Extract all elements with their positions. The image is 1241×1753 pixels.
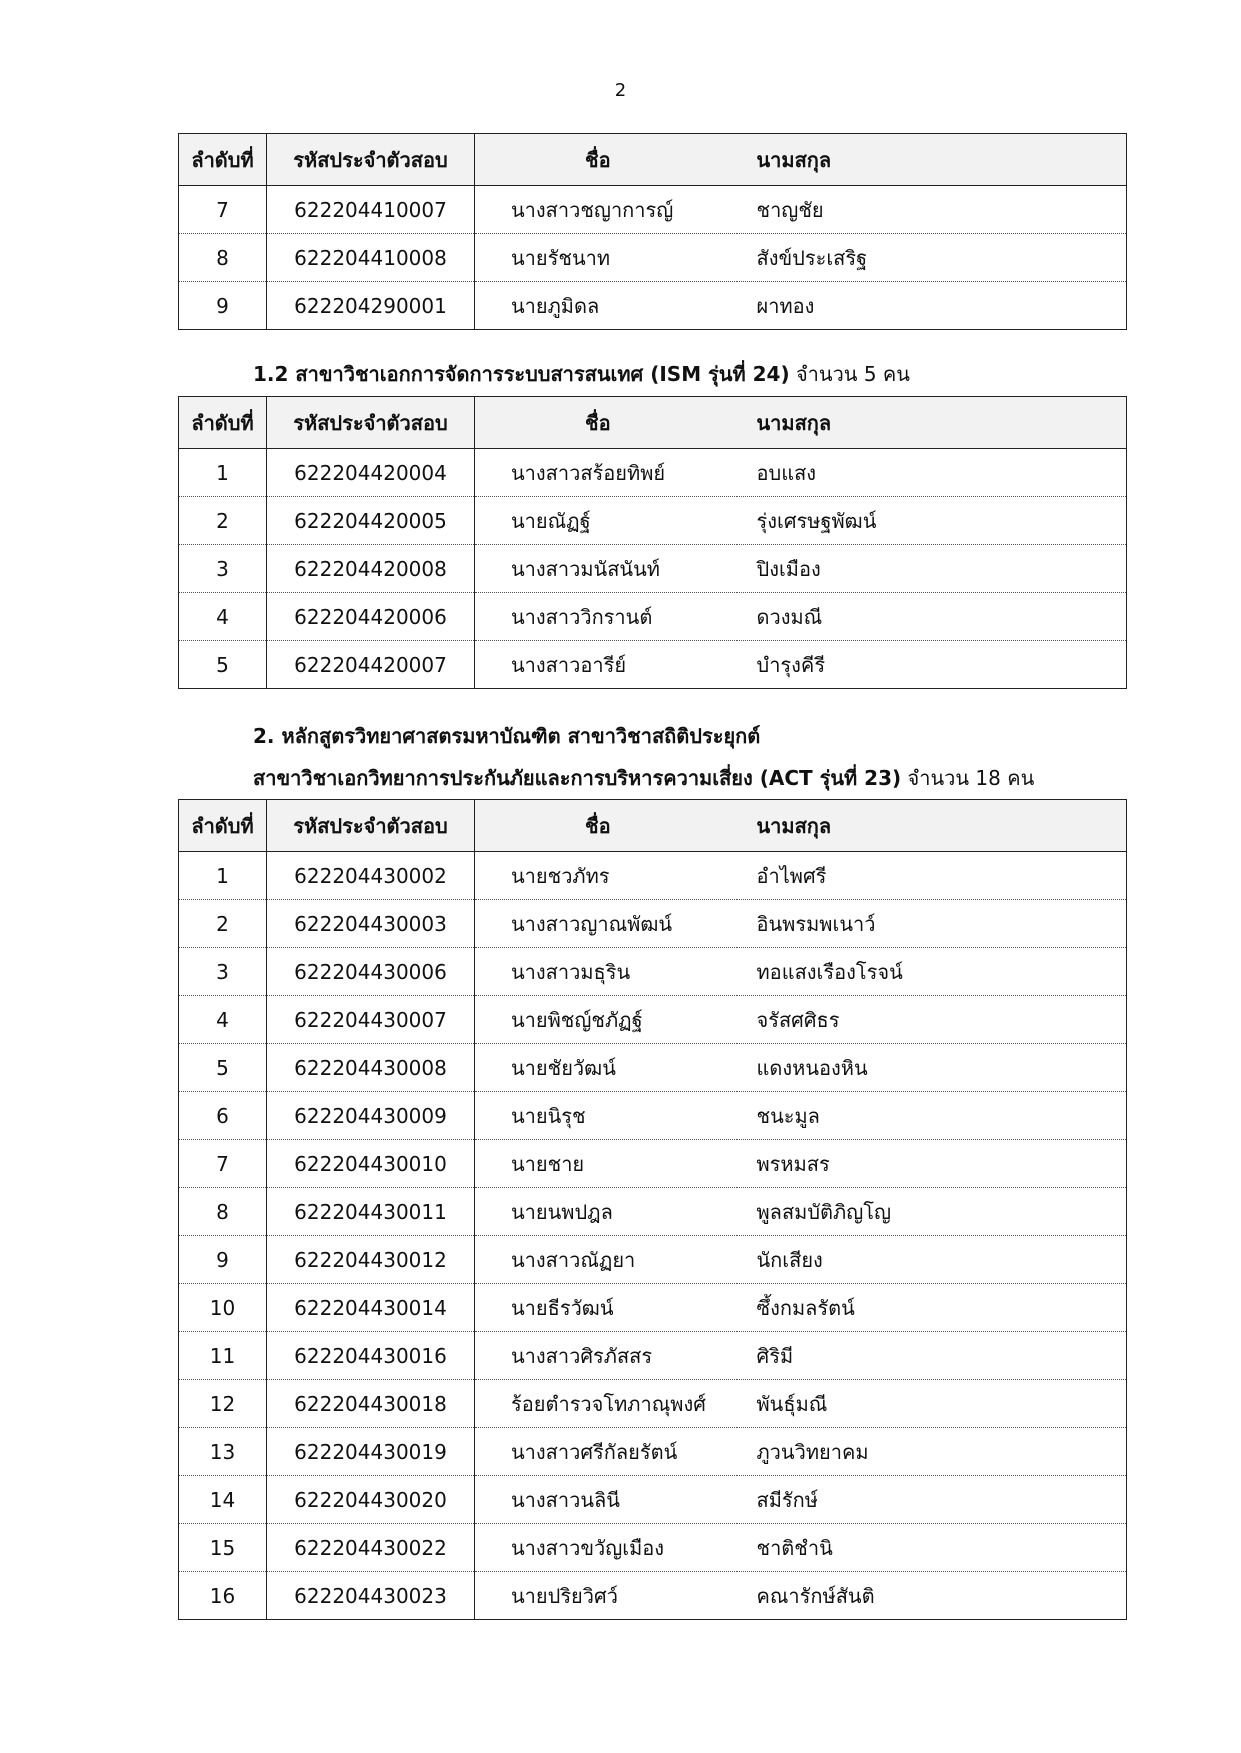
last-name: ชาญชัย [737,186,1127,234]
student-id: 622204430003 [267,900,475,948]
first-name: นางสาวศรีกัลยรัตน์ [475,1428,737,1476]
table-row [179,1572,1127,1620]
last-name: อำไพศรี [737,852,1127,900]
table-row [179,1188,1127,1236]
row-number: 12 [179,1380,267,1428]
row-number: 9 [179,282,267,330]
student-id: 622204430019 [267,1428,475,1476]
first-name: นางสาวชญาการญ์ [475,186,737,234]
section-heading-act [253,762,1034,794]
table-row [179,545,1127,593]
section-count-ism: จำนวน 5 คน [789,362,910,386]
program-heading [253,720,760,752]
first-name: นายนพปฎล [475,1188,737,1236]
row-number: 6 [179,1092,267,1140]
last-name: พรหมสร [737,1140,1127,1188]
first-name: นายปริยวิศว์ [475,1572,737,1620]
table-row [179,449,1127,497]
table-header-row [179,134,1127,186]
last-name: พูลสมบัติภิญโญ [737,1188,1127,1236]
row-number: 8 [179,234,267,282]
row-number: 10 [179,1284,267,1332]
student-id: 622204430009 [267,1092,475,1140]
section-count-act: จำนวน 18 คน [901,766,1035,790]
student-id: 622204430012 [267,1236,475,1284]
last-name: นักเสียง [737,1236,1127,1284]
student-id: 622204430018 [267,1380,475,1428]
last-name: สังข์ประเสริฐ [737,234,1127,282]
last-name: ซึ้งกมลรัตน์ [737,1284,1127,1332]
row-number: 5 [179,641,267,689]
table-row [179,948,1127,996]
first-name: นางสาวขวัญเมือง [475,1524,737,1572]
row-number: 13 [179,1428,267,1476]
last-name: พันธุ์มณี [737,1380,1127,1428]
table-row [179,1428,1127,1476]
row-number: 9 [179,1236,267,1284]
first-name: นางสาวศิรภัสสร [475,1332,737,1380]
header-student-id: รหัสประจำตัวสอบ [267,134,475,186]
table-row [179,1140,1127,1188]
row-number: 15 [179,1524,267,1572]
header-no: ลำดับที่ [179,800,267,852]
header-first-name: ชื่อ [475,397,737,449]
row-number: 14 [179,1476,267,1524]
row-number: 3 [179,545,267,593]
header-no: ลำดับที่ [179,134,267,186]
first-name: นายรัชนาท [475,234,737,282]
first-name: นางสาวญาณพัฒน์ [475,900,737,948]
table-row [179,186,1127,234]
row-number: 1 [179,852,267,900]
header-last-name: นามสกุล [737,134,1127,186]
header-last-name: นามสกุล [737,397,1127,449]
last-name: รุ่งเศรษฐพัฒน์ [737,497,1127,545]
last-name: ชนะมูล [737,1092,1127,1140]
row-number: 16 [179,1572,267,1620]
last-name: แดงหนองหิน [737,1044,1127,1092]
first-name: นางสาวมธุริน [475,948,737,996]
table-row [179,1284,1127,1332]
row-number: 2 [179,900,267,948]
roster-table-act [178,799,1127,1620]
first-name: ร้อยตำรวจโทภาณุพงศ์ [475,1380,737,1428]
row-number: 8 [179,1188,267,1236]
student-id: 622204410007 [267,186,475,234]
student-id: 622204410008 [267,234,475,282]
first-name: นางสาวอารีย์ [475,641,737,689]
first-name: นายชาย [475,1140,737,1188]
last-name: บำรุงคีรี [737,641,1127,689]
header-student-id: รหัสประจำตัวสอบ [267,397,475,449]
student-id: 622204290001 [267,282,475,330]
student-id: 622204430008 [267,1044,475,1092]
roster-table-1 [178,133,1127,330]
table-row [179,1524,1127,1572]
table-header-row [179,800,1127,852]
first-name: นายณัฏฐ์ [475,497,737,545]
student-id: 622204420008 [267,545,475,593]
last-name: ผาทอง [737,282,1127,330]
student-id: 622204430022 [267,1524,475,1572]
student-id: 622204420004 [267,449,475,497]
last-name: ดวงมณี [737,593,1127,641]
row-number: 1 [179,449,267,497]
student-id: 622204420005 [267,497,475,545]
table-row [179,593,1127,641]
section-title-ism: 1.2 สาขาวิชาเอกการจัดการระบบสารสนเทศ (ISM รุ่นที่ 24) [253,362,790,386]
row-number: 2 [179,497,267,545]
table-row [179,497,1127,545]
table-row [179,996,1127,1044]
last-name: คณารักษ์สันติ [737,1572,1127,1620]
student-id: 622204420006 [267,593,475,641]
last-name: อินพรมพเนาว์ [737,900,1127,948]
student-id: 622204430002 [267,852,475,900]
first-name: นายชวภัทร [475,852,737,900]
first-name: นายธีรวัฒน์ [475,1284,737,1332]
row-number: 4 [179,593,267,641]
row-number: 11 [179,1332,267,1380]
table-row [179,1476,1127,1524]
last-name: ชาติชำนิ [737,1524,1127,1572]
header-last-name: นามสกุล [737,800,1127,852]
roster-table-ism [178,396,1127,689]
section-heading-ism [253,358,910,390]
table-row [179,1332,1127,1380]
first-name: นายนิรุช [475,1092,737,1140]
row-number: 3 [179,948,267,996]
row-number: 7 [179,186,267,234]
first-name: นายชัยวัฒน์ [475,1044,737,1092]
table-row [179,1236,1127,1284]
first-name: นางสาวสร้อยทิพย์ [475,449,737,497]
table-row [179,641,1127,689]
student-id: 622204430010 [267,1140,475,1188]
first-name: นางสาวมนัสนันท์ [475,545,737,593]
header-first-name: ชื่อ [475,800,737,852]
student-id: 622204430006 [267,948,475,996]
table-row [179,900,1127,948]
student-id: 622204430007 [267,996,475,1044]
student-id: 622204430014 [267,1284,475,1332]
table-row [179,1380,1127,1428]
first-name: นางสาววิกรานต์ [475,593,737,641]
row-number: 7 [179,1140,267,1188]
last-name: จรัสศศิธร [737,996,1127,1044]
row-number: 5 [179,1044,267,1092]
last-name: ศิริมี [737,1332,1127,1380]
table-row [179,1044,1127,1092]
last-name: ทอแสงเรืองโรจน์ [737,948,1127,996]
page-number: 2 [614,80,627,101]
last-name: ปิงเมือง [737,545,1127,593]
student-id: 622204420007 [267,641,475,689]
first-name: นายพิชญ์ชภัฏฐ์ [475,996,737,1044]
student-id: 622204430016 [267,1332,475,1380]
table-row [179,282,1127,330]
section-title-act: สาขาวิชาเอกวิทยาการประกันภัยและการบริหารความเสี่ยง (ACT รุ่นที่ 23) [253,766,902,790]
last-name: อบแสง [737,449,1127,497]
first-name: นายภูมิดล [475,282,737,330]
first-name: นางสาวณัฏยา [475,1236,737,1284]
student-id: 622204430020 [267,1476,475,1524]
table-header-row [179,397,1127,449]
row-number: 4 [179,996,267,1044]
student-id: 622204430011 [267,1188,475,1236]
last-name: ภูวนวิทยาคม [737,1428,1127,1476]
program-title: 2. หลักสูตรวิทยาศาสตรมหาบัณฑิต สาขาวิชาสถิติประยุกต์ [253,724,761,748]
first-name: นางสาวนลินี [475,1476,737,1524]
last-name: สมีรักษ์ [737,1476,1127,1524]
header-no: ลำดับที่ [179,397,267,449]
student-id: 622204430023 [267,1572,475,1620]
header-first-name: ชื่อ [475,134,737,186]
header-student-id: รหัสประจำตัวสอบ [267,800,475,852]
table-row [179,234,1127,282]
table-row [179,1092,1127,1140]
table-row [179,852,1127,900]
